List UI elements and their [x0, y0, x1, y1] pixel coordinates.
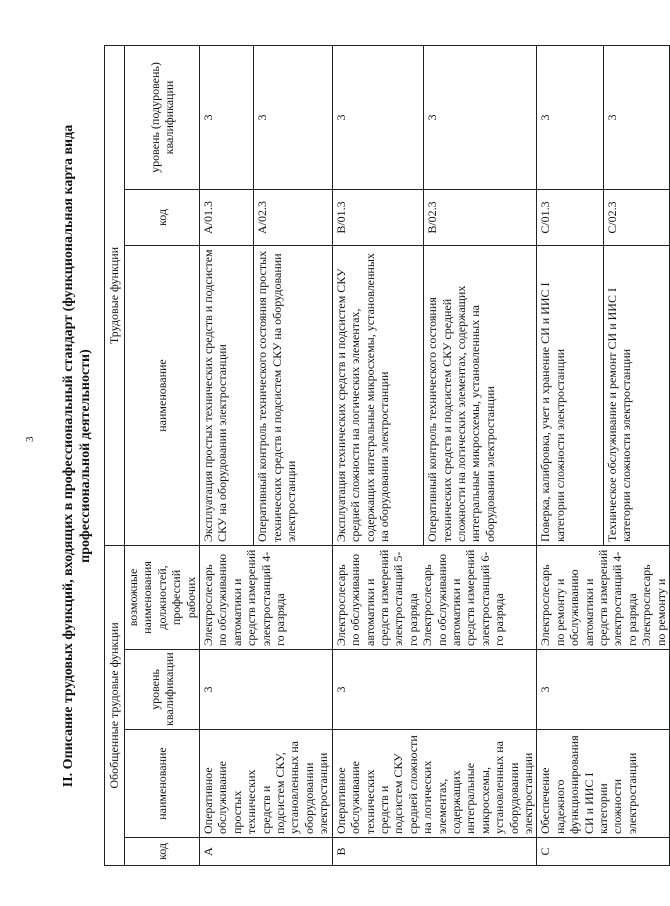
- page-number: 3: [24, 436, 36, 442]
- labor-function-level: 3: [424, 45, 537, 189]
- header-qualification-level: уровень квалификации: [125, 650, 200, 730]
- table-row: [537, 45, 603, 865]
- labor-function-level: 3: [332, 45, 423, 189]
- header-possible-positions: возможные наименования должностей, профессий рабочих: [125, 546, 200, 650]
- rotated-page-content: [60, 46, 668, 866]
- table-row: [200, 45, 254, 865]
- labor-function-code: C/02.3: [603, 190, 669, 246]
- header-labor-function-level: уровень (подуровень) квалификации: [125, 45, 200, 189]
- header-generalized-functions: Обобщенные трудовые функции: [105, 546, 125, 866]
- header-labor-functions: Трудовые функции: [105, 45, 125, 545]
- labor-function-code: A/01.3: [200, 190, 254, 246]
- header-labor-function-code: код: [125, 190, 200, 246]
- row-level: 3: [200, 650, 333, 730]
- labor-function-level: 3: [603, 45, 669, 189]
- labor-function-code: B/02.3: [424, 190, 537, 246]
- row-positions: Электрослесарь по обслуживанию автоматики и средств измерений электростанций 5-го разряда Электрослесарь по обслуживанию автоматики и средств измерений электростанций 6-го разряда: [332, 546, 537, 650]
- row-positions: Электрослесарь по обслуживанию автоматики и средств измерений электростанций 4-го разряда: [200, 546, 333, 650]
- row-positions: Электрослесарь по ремонту и обслуживанию автоматики и средств измерений электростанций 4-го разряда Электрослесарь по ремонту и: [537, 546, 670, 650]
- header-name: наименование: [125, 730, 200, 838]
- functional-map-table: [104, 45, 670, 866]
- row-name: Обеспечение надежного функционирования СИ и ИИС I категории сложности электростанции: [537, 730, 670, 838]
- labor-function-name: Оперативный контроль технического состояния простых технических средств и подсистем СКУ на оборудовании электростанции: [254, 246, 333, 546]
- row-name: Оперативное обслуживание простых технических средств и подсистем СКУ, установленных на оборудовании электростанции: [200, 730, 333, 838]
- row-level: 3: [537, 650, 670, 730]
- labor-function-name: Эксплуатация технических средств и подсистем СКУ средней сложности на логических элементах, содержащих интегральные микросхемы, установленных на оборудовании электростанции: [332, 246, 423, 546]
- row-name: Оперативное обслуживание технических средств и подсистем СКУ средней сложности на логических элементах, содержащих интегральные микросхемы, установленных на оборудовании электростанции: [332, 730, 537, 838]
- section-title-line-2: профессиональной деятельности): [78, 349, 93, 563]
- labor-function-name: Оперативный контроль технического состояния технических средств и подсистем СКУ средней сложности на логических элементах, содержащих интегральные микросхемы, установленных на оборудовании электростанции: [424, 246, 537, 546]
- labor-function-name: Техническое обслуживание и ремонт СИ и ИИС I категории сложности электростанции: [603, 246, 669, 546]
- labor-function-name: Эксплуатация простых технических средств и подсистем СКУ на оборудовании электростанции: [200, 246, 254, 546]
- row-code: A: [200, 838, 333, 866]
- labor-function-code: C/01.3: [537, 190, 603, 246]
- row-code: B: [332, 838, 537, 866]
- header-labor-function-name: наименование: [125, 246, 200, 546]
- labor-function-code: A/02.3: [254, 190, 333, 246]
- row-level: 3: [332, 650, 537, 730]
- section-title: [60, 46, 100, 866]
- labor-function-level: 3: [200, 45, 254, 189]
- labor-function-level: 3: [254, 45, 333, 189]
- header-code: код: [125, 838, 200, 866]
- labor-function-level: 3: [537, 45, 603, 189]
- table-row: [332, 45, 423, 865]
- labor-function-name: Поверка, калибровка, учет и хранение СИ и ИИС I категории сложности электростанции: [537, 246, 603, 546]
- section-title-line-1: II. Описание трудовых функций, входящих в профессиональный стандарт (функциональная карта вида: [61, 124, 76, 788]
- labor-function-code: B/01.3: [332, 190, 423, 246]
- row-code: C: [537, 838, 670, 866]
